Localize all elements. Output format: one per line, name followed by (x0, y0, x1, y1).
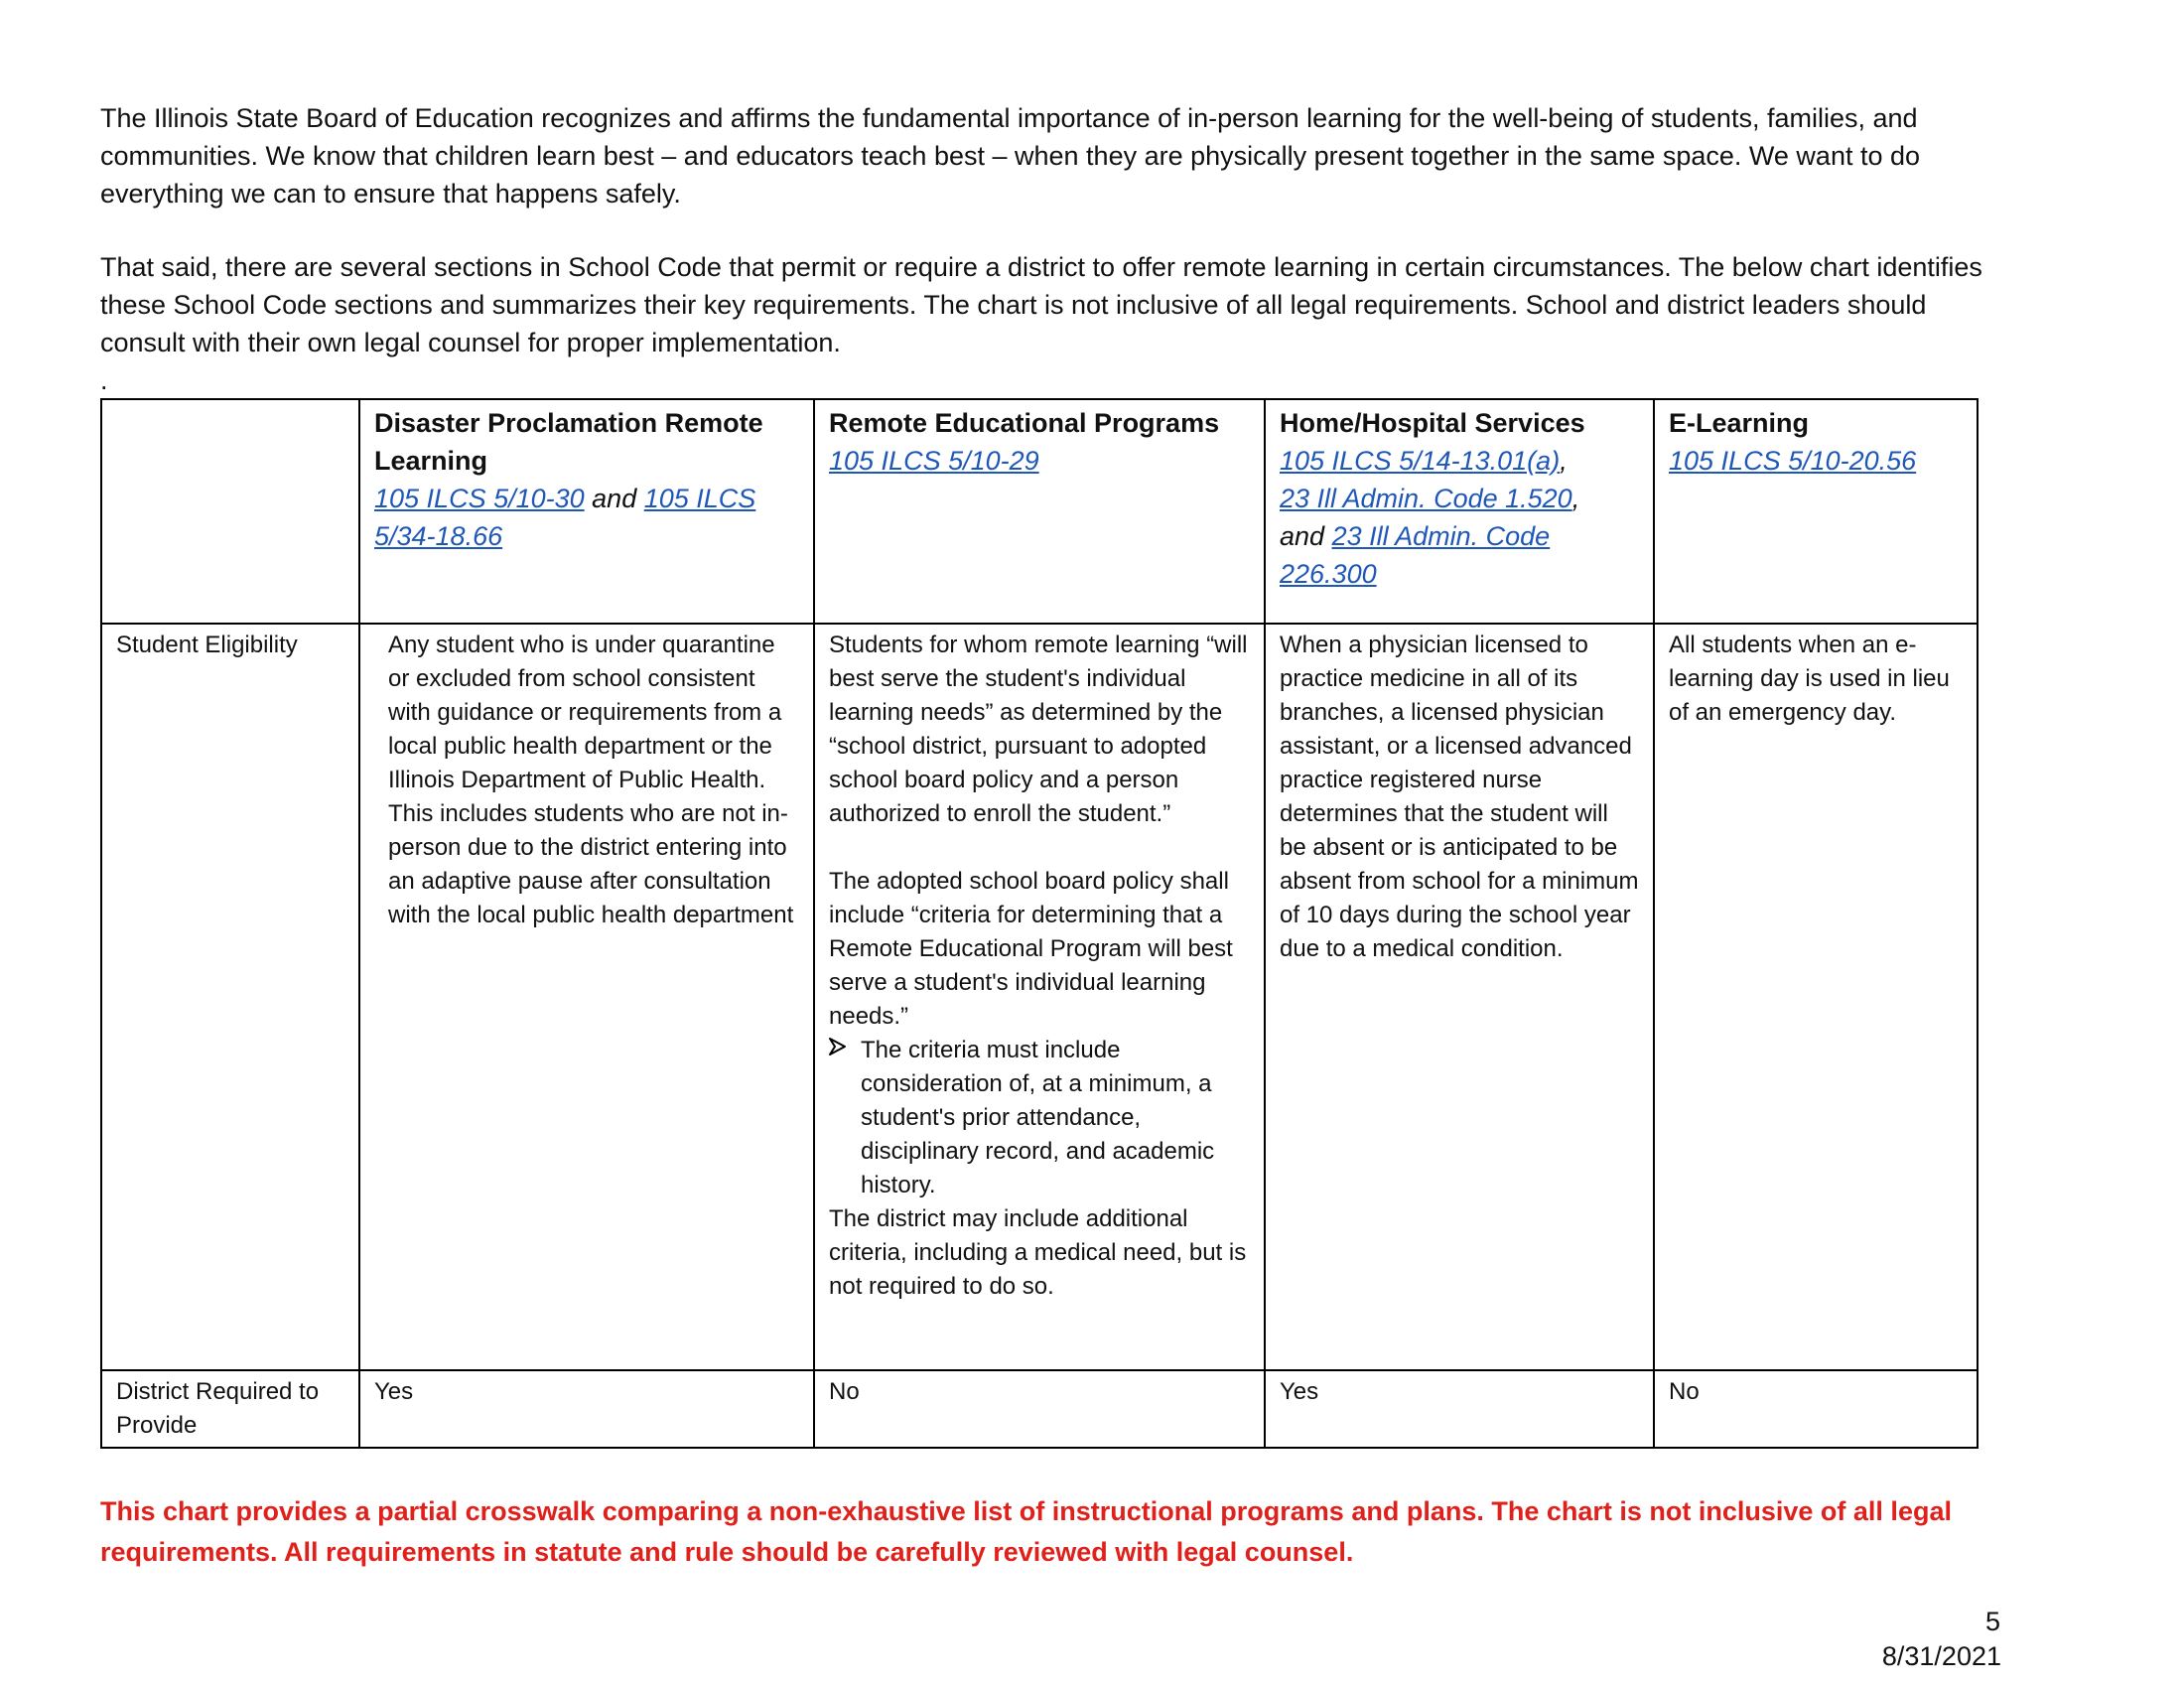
intro-paragraph-1: The Illinois State Board of Education recognizes and affirms the fundamental importance of in-person learning for the well-being of students, families, and communities. We know that children learn best – and educators teach best – when they are physically present together in the same space. We want to do everything we can to ensure that happens safely. (100, 103, 1921, 209)
column-title: E-Learning (1669, 408, 1810, 438)
cell-text: The district may include additional criteria, including a medical need, but is not required to do so. (829, 1205, 1247, 1300)
header-home-hospital-services (1265, 399, 1654, 624)
citation-connector: , (1560, 446, 1568, 476)
statute-link[interactable]: 105 ILCS 5/34-18.66 (374, 484, 756, 551)
table-row-student-eligibility (101, 624, 1978, 1370)
statute-link[interactable]: 105 ILCS 5/10-29 (829, 446, 1039, 476)
arrowhead-bullet-icon (829, 1034, 861, 1202)
row-label: Student Eligibility (101, 624, 359, 1370)
bullet-text: The criteria must include consideration of, at a minimum, a student's prior attendance, disciplinary record, and academic history. (861, 1037, 1215, 1198)
admin-code-link[interactable]: 23 Ill Admin. Code 1.520 (1280, 484, 1572, 513)
required-elearning-cell: No (1654, 1370, 1978, 1448)
crosswalk-table (100, 398, 1979, 1449)
stray-period: . (100, 365, 108, 395)
citation-connector: and (584, 484, 644, 513)
cell-text: The adopted school board policy shall include “criteria for determining that a Remote Educational Program will best serve a student's individual learning needs.” (829, 868, 1233, 1030)
cell-text: When a physician licensed to practice medicine in all of its branches, a licensed physician assistant, or a licensed advanced practice registered nurse determines that the student will be absent or is anticipated to be absent from school for a minimum of 10 days during the school year due to a medical condition. (1280, 632, 1639, 962)
eligibility-home-cell (1265, 624, 1654, 1370)
paragraph-gap (829, 831, 1250, 865)
citation-connector: , (1571, 484, 1580, 513)
list-item (829, 1034, 1250, 1202)
table-row-district-required (101, 1370, 1978, 1448)
admin-code-link[interactable]: 23 Ill Admin. Code 226.300 (1280, 521, 1551, 589)
cell-text: All students when an e-learning day is used in lieu of an emergency day. (1669, 632, 1950, 726)
legal-disclaimer: This chart provides a partial crosswalk comparing a non-exhaustive list of instructional programs and plans. The chart is not inclusive of all legal requirements. All requirements in statute and rule should be carefully reviewed with legal counsel. (100, 1496, 1952, 1567)
header-disaster-proclamation (359, 399, 814, 624)
column-title: Remote Educational Programs (829, 408, 1220, 438)
required-remote-cell: No (814, 1370, 1265, 1448)
header-e-learning (1654, 399, 1978, 624)
column-title: Disaster Proclamation Remote Learning (374, 408, 763, 476)
page-number: 5 (1984, 1607, 2000, 1636)
intro-paragraph-2: That said, there are several sections in School Code that permit or require a district to offer remote learning in certain circumstances. The below chart identifies these School Code sections and summarizes their key requirements. The chart is not inclusive of all legal requirements. School and district leaders should consult with their own legal counsel for proper implementation. (100, 252, 1982, 357)
header-empty-cell (101, 399, 359, 624)
column-title: Home/Hospital Services (1280, 408, 1585, 438)
statute-link[interactable]: 105 ILCS 5/10-30 (374, 484, 585, 513)
statute-link[interactable]: 105 ILCS 5/10-20.56 (1669, 446, 1917, 476)
eligibility-elearning-cell (1654, 624, 1978, 1370)
required-home-cell: Yes (1265, 1370, 1654, 1448)
table-header-row (101, 399, 1978, 624)
eligibility-remote-cell (814, 624, 1265, 1370)
eligibility-disaster-cell (359, 624, 814, 1370)
row-label: District Required to Provide (101, 1370, 359, 1448)
header-remote-educational-programs (814, 399, 1265, 624)
page-date: 8/31/2021 (1881, 1641, 2001, 1671)
cell-text: Students for whom remote learning “will best serve the student's individual learning needs” as determined by the “school district, pursuant to adopted school board policy and a person authorized to enroll the student.” (829, 632, 1248, 827)
statute-link[interactable]: 105 ILCS 5/14-13.01(a) (1280, 446, 1561, 476)
citation-connector: and (1280, 521, 1332, 551)
required-disaster-cell: Yes (359, 1370, 814, 1448)
cell-text: Any student who is under quarantine or excluded from school consistent with guidance or requirements from a local public health department or the Illinois Department of Public Health. This includes students who are not in-person due to the district entering into an adaptive pause after consultation with the local public health department (388, 632, 794, 928)
